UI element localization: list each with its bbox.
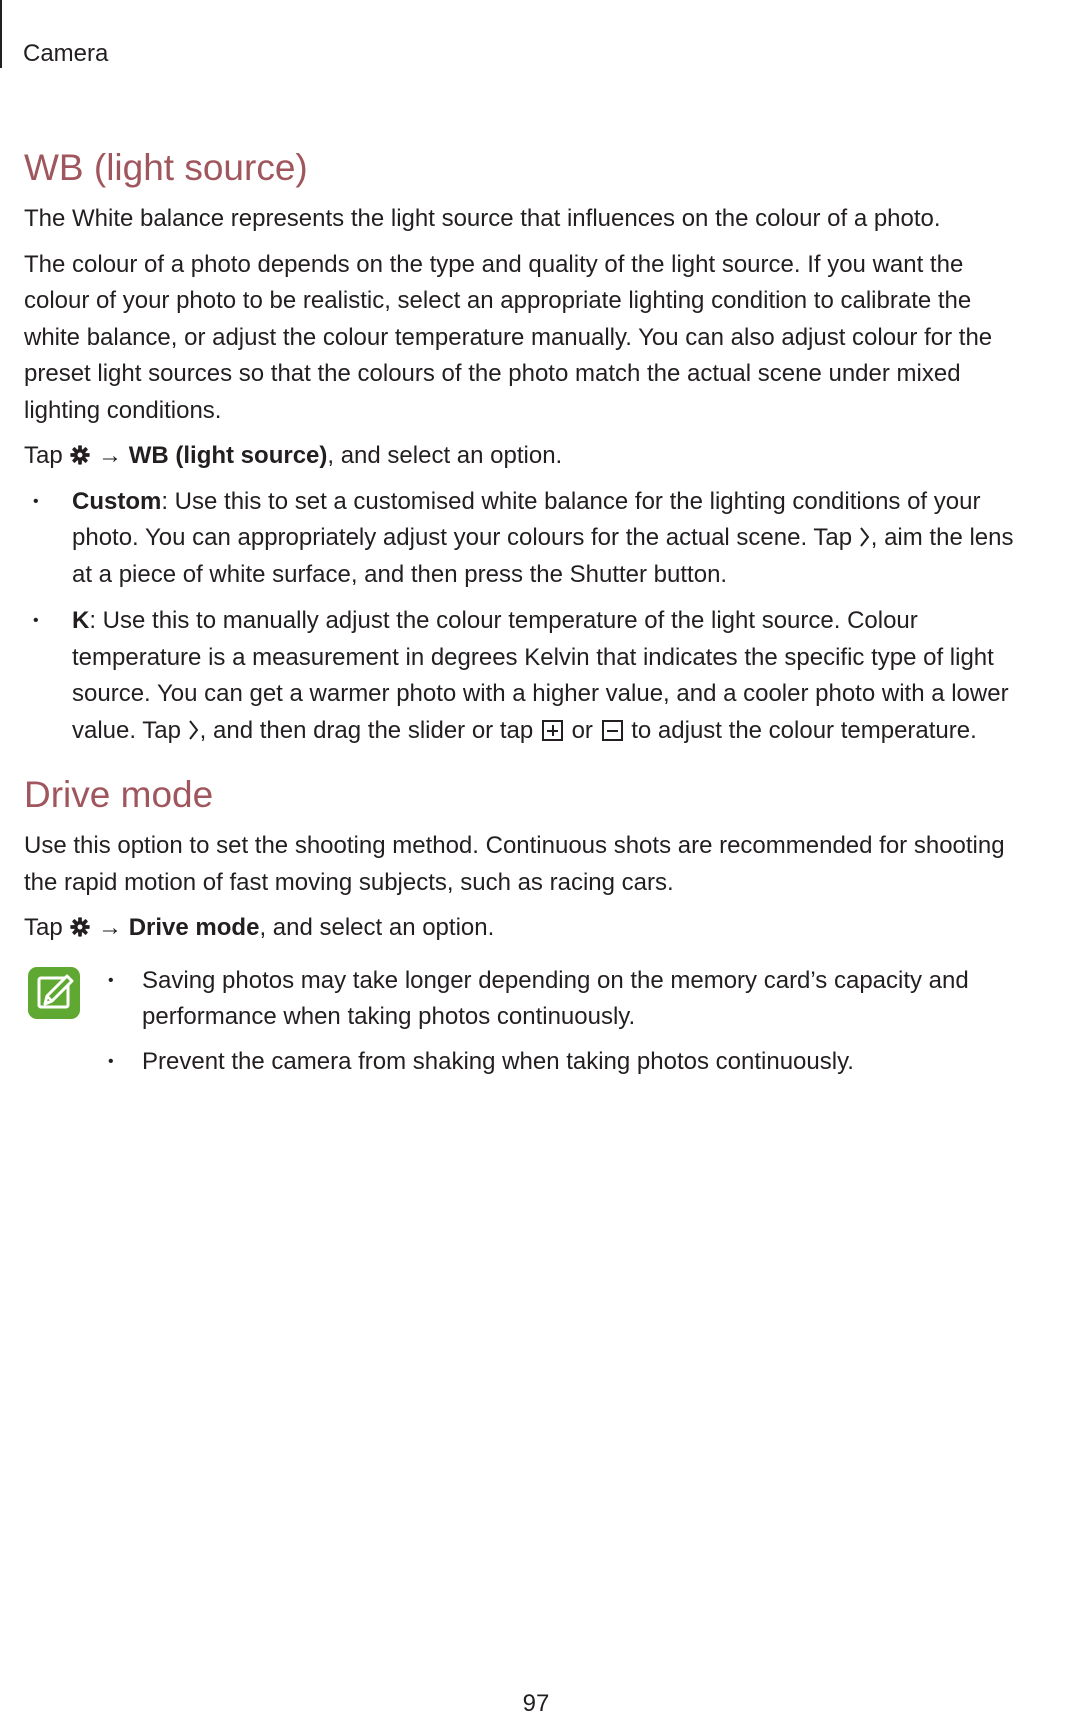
wb-menu-target: WB (light source) xyxy=(128,442,328,469)
wb-intro: The White balance represents the light source that influences on the colour of a photo. xyxy=(24,205,941,232)
wb-options-list xyxy=(24,484,1070,750)
drive-description-line: Use this option to set the shooting method. Continuous shots are recommended for shooting xyxy=(24,832,1005,859)
drive-menu-target: Drive mode xyxy=(128,914,260,941)
wb-description-line: colour of your photo to be realistic, select an appropriate lighting condition to calibrate the xyxy=(24,287,972,314)
gear-icon xyxy=(69,444,91,466)
note-list xyxy=(24,963,1070,1081)
drive-description xyxy=(24,828,1070,901)
header-rule xyxy=(0,0,2,68)
minus-box-icon xyxy=(602,720,623,741)
wb-description-line: lighting conditions. xyxy=(24,396,222,424)
list-item: • K: Use this to manually adjust the colour temperature of the light source. Colour temperature is a measurement in degrees Kelvin that indicates the specific type of light source. You can get a warmer photo with a higher value, and a cooler photo with a lower value. Tap , and then drag the slider or tap or to adjust the colour temperature. xyxy=(33,607,1009,744)
gear-icon xyxy=(69,916,91,938)
list-item: • Prevent the camera from shaking when taking photos continuously. xyxy=(108,1047,854,1075)
wb-description-line: preset light sources so that the colours of the photo match the actual scene under mixed xyxy=(24,360,961,387)
page-number: 97 xyxy=(522,1690,550,1717)
wb-description-line: The colour of a photo depends on the type and quality of the light source. If you want the xyxy=(24,250,964,278)
wb-description xyxy=(24,247,1070,430)
drive-instruction: Tap → Drive mode, and select an option. xyxy=(24,914,495,941)
chevron-right-icon xyxy=(188,719,200,741)
drive-description-line: the rapid motion of fast moving subjects, such as racing cars. xyxy=(24,868,674,896)
note-box xyxy=(24,963,1070,1081)
page-content xyxy=(24,146,1070,1080)
running-head: Camera xyxy=(23,40,109,67)
wb-description-line: white balance, or adjust the colour temperature manually. You can also adjust colour for the xyxy=(24,323,993,351)
chevron-right-icon xyxy=(859,526,871,548)
list-item: • Saving photos may take longer depending on the memory card’s capacity and performance when taking photos continuously. xyxy=(108,966,969,1030)
list-item: • Custom: Use this to set a customised white balance for the lighting conditions of your photo. You can appropriately adjust your colours for the actual scene. Tap , aim the lens at a piece of white surface, and then press the Shutter button. xyxy=(33,487,1014,588)
option-label-custom: Custom xyxy=(72,487,162,515)
plus-box-icon xyxy=(542,720,563,741)
section-title-wb: WB (light source) xyxy=(24,147,308,188)
option-label-k: K xyxy=(72,607,90,634)
section-title-drive-mode: Drive mode xyxy=(24,774,214,815)
wb-instruction: Tap → WB (light source), and select an option. xyxy=(24,442,563,469)
